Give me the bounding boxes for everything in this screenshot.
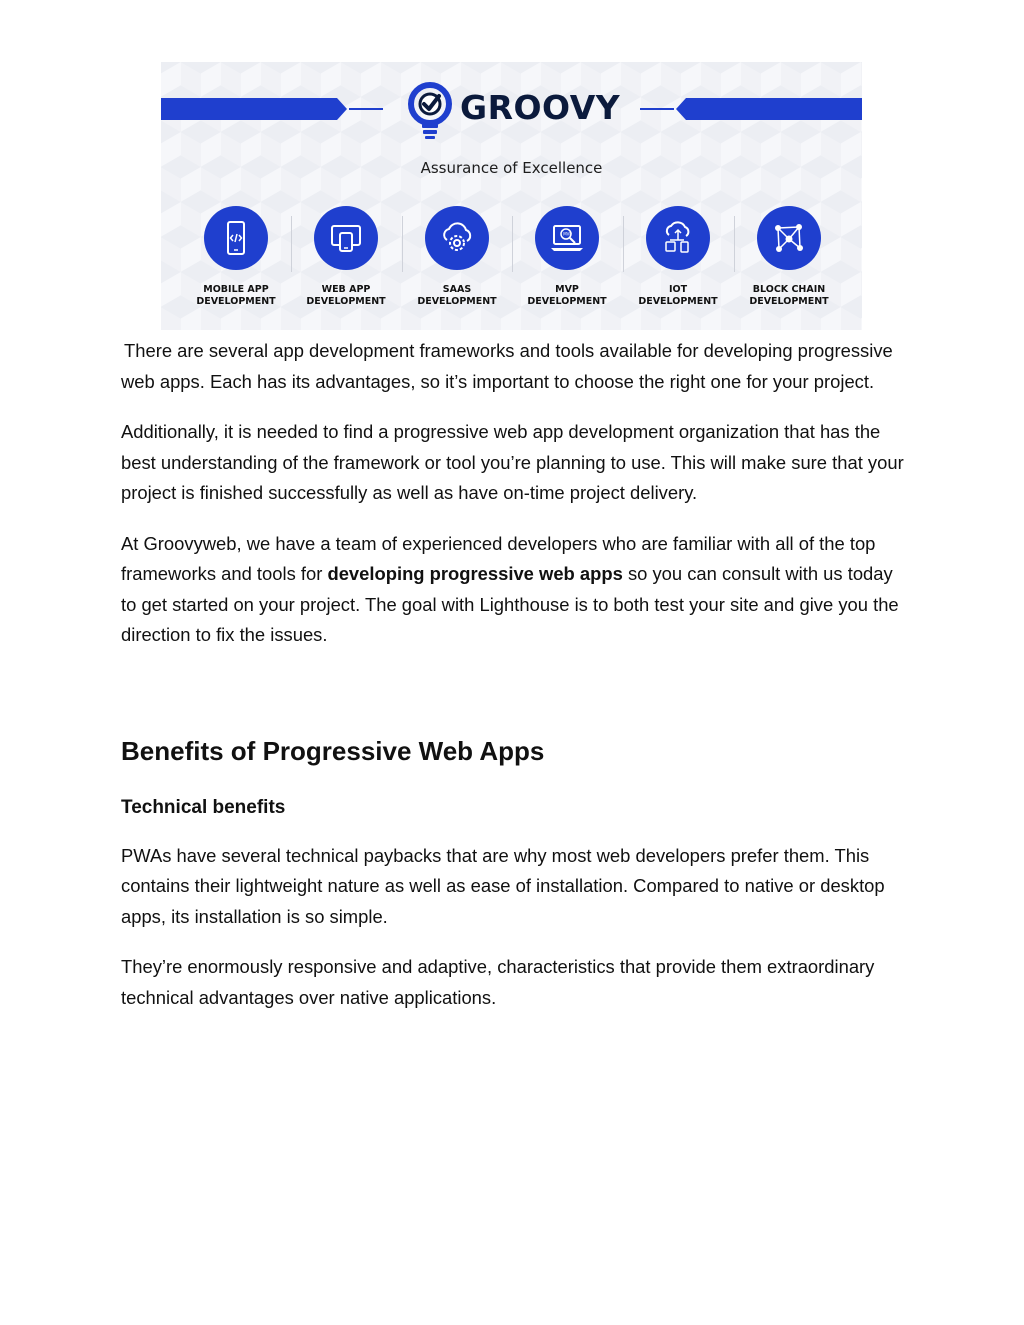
paragraph-text: At Groovyweb, we have a team of experienced developers who are familiar with all of the top frameworks and tools for — [121, 532, 876, 584]
service-mvp — [512, 206, 622, 308]
service-label: MVP DEVELOPMENT — [527, 284, 607, 307]
service-label: SAAS DEVELOPMENT — [417, 284, 497, 307]
mvp-laptop-icon — [547, 218, 587, 258]
paragraph-groovyweb — [121, 529, 911, 651]
bold-link-text: developing progressive web apps — [327, 563, 623, 584]
services-row — [181, 206, 845, 316]
service-label: MOBILE APP DEVELOPMENT — [196, 284, 276, 307]
paragraph-technical-paybacks: PWAs have several technical paybacks that are why most web developers prefer them. This contains their lightweight nature as well as ease of installation. Compared to native or desktop apps, its installation is so simple. — [121, 844, 885, 927]
service-web-app — [291, 206, 401, 308]
service-label: IOT DEVELOPMENT — [638, 284, 718, 307]
blockchain-network-icon — [769, 218, 809, 258]
service-mobile-app — [181, 206, 291, 308]
groovy-banner-image — [161, 62, 862, 330]
lightbulb-check-icon — [406, 82, 456, 142]
mobile-code-icon — [217, 219, 255, 257]
iot-cloud-devices-icon — [658, 218, 698, 258]
cloud-gear-icon — [437, 218, 477, 258]
paragraph-organization: Additionally, it is needed to find a progressive web app development organization that has the best understanding of the framework or tool you’re planning to use. This will make sure that your project is finished successfully as well as have on-time project delivery. — [121, 421, 904, 503]
paragraph-responsive: They’re enormously responsive and adaptive, characteristics that provide them extraordinary technical advantages over native applications. — [121, 956, 875, 1008]
service-label: BLOCK CHAIN DEVELOPMENT — [749, 284, 829, 307]
service-label: WEB APP DEVELOPMENT — [306, 284, 386, 307]
brand-tagline: Assurance of Excellence — [420, 159, 603, 177]
banner-left-bar — [161, 98, 347, 120]
subsection-heading: Technical benefits — [121, 796, 286, 818]
section-heading: Benefits of Progressive Web Apps — [121, 735, 545, 766]
banner-left-line — [349, 108, 383, 110]
paragraph-frameworks-intro: There are several app development frameworks and tools available for developing progressive web apps. Each has its advantages, so it’s important to choose the right one for your project. — [121, 340, 893, 392]
web-devices-icon — [327, 219, 365, 257]
service-iot — [623, 206, 733, 308]
service-block-chain — [734, 206, 844, 308]
banner-right-line — [640, 108, 674, 110]
paragraph-text: so you can consult with us today to get started on your project. The goal with Lighthouse is to both test your site and give you the direction to fix the issues. — [121, 563, 899, 645]
groovy-logo — [406, 82, 621, 146]
banner-right-bar — [676, 98, 862, 120]
brand-name: GROOVY — [460, 88, 621, 127]
svg-text:MVP: MVP — [563, 231, 572, 237]
document-body — [121, 336, 911, 1033]
service-saas — [402, 206, 512, 308]
